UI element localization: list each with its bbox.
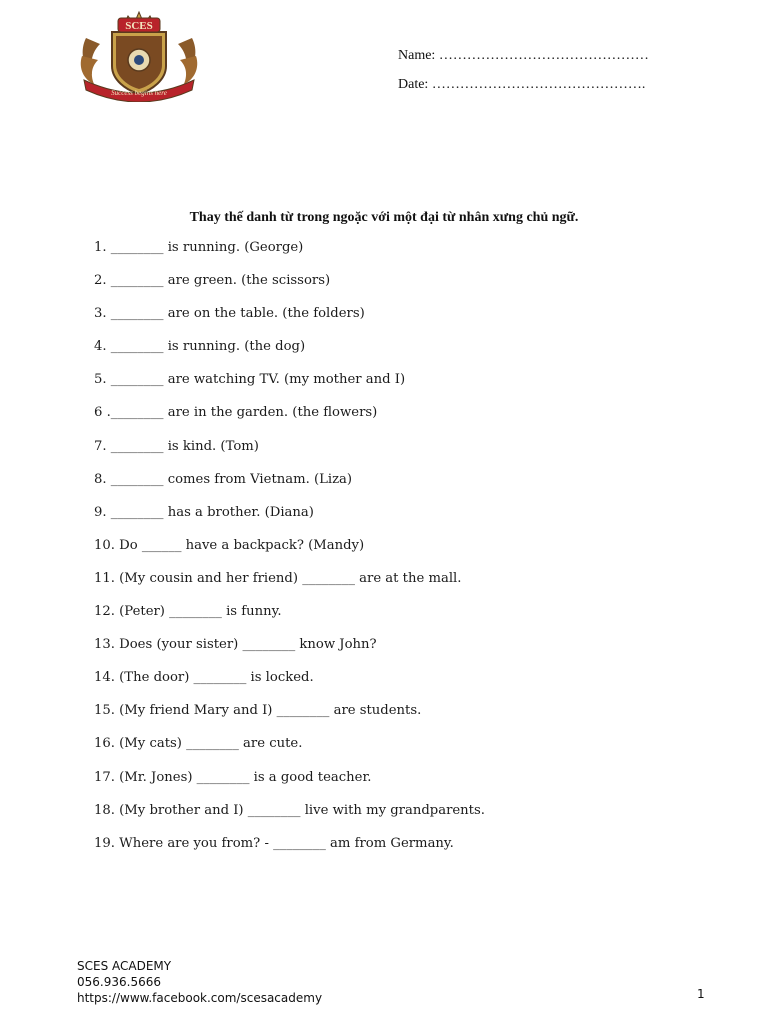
exercise-item: 18. (My brother and I) ________ live with my grandparents. — [94, 802, 485, 818]
exercise-item: 10. Do ______ have a backpack? (Mandy) — [94, 537, 365, 553]
exercise-item: 13. Does (your sister) ________ know John? — [94, 637, 377, 653]
svg-text:Success begins here: Success begins here — [111, 89, 167, 97]
exercise-item: 12. (Peter) ________ is funny. — [94, 604, 282, 620]
footer-org: SCES ACADEMY — [77, 959, 172, 973]
svg-text:SCES: SCES — [125, 20, 153, 32]
exercise-item: 11. (My cousin and her friend) ________ are at the mall. — [94, 570, 462, 586]
footer-phone: 056.936.5666 — [77, 975, 161, 989]
exercise-item: 3. ________ are on the table. (the folders) — [94, 306, 365, 322]
exercise-item: 15. (My friend Mary and I) ________ are students. — [94, 703, 422, 719]
page-number: 1 — [697, 987, 705, 1001]
exercise-list — [94, 236, 485, 865]
exercise-item: 2. ________ are green. (the scissors) — [94, 273, 331, 289]
footer-url[interactable]: https://www.facebook.com/scesacademy — [77, 991, 323, 1005]
exercise-item: 7. ________ is kind. (Tom) — [94, 438, 259, 454]
exercise-item: 8. ________ comes from Vietnam. (Liza) — [94, 471, 353, 487]
footer — [77, 958, 322, 1006]
exercise-item: 14. (The door) ________ is locked. — [94, 670, 314, 686]
name-field: Name: ……………………………………… — [398, 48, 649, 63]
exercise-item: 17. (Mr. Jones) ________ is a good teacher. — [94, 769, 372, 785]
worksheet-title: Thay thế danh từ trong ngoặc với một đại từ nhân xưng chủ ngữ. — [189, 210, 579, 225]
date-field: Date: ………………………………………. — [398, 77, 646, 92]
exercise-item: 4. ________ is running. (the dog) — [94, 339, 306, 355]
exercise-item: 9. ________ has a brother. (Diana) — [94, 504, 314, 520]
exercise-item: 16. (My cats) ________ are cute. — [94, 736, 303, 752]
sces-logo — [78, 10, 200, 102]
crest-icon — [78, 10, 200, 102]
exercise-item: 5. ________ are watching TV. (my mother and I) — [94, 372, 406, 388]
exercise-item: 19. Where are you from? - ________ am from Germany. — [94, 835, 454, 851]
exercise-item: 1. ________ is running. (George) — [94, 240, 304, 255]
exercise-item: 6 .________ are in the garden. (the flowers) — [94, 405, 378, 421]
